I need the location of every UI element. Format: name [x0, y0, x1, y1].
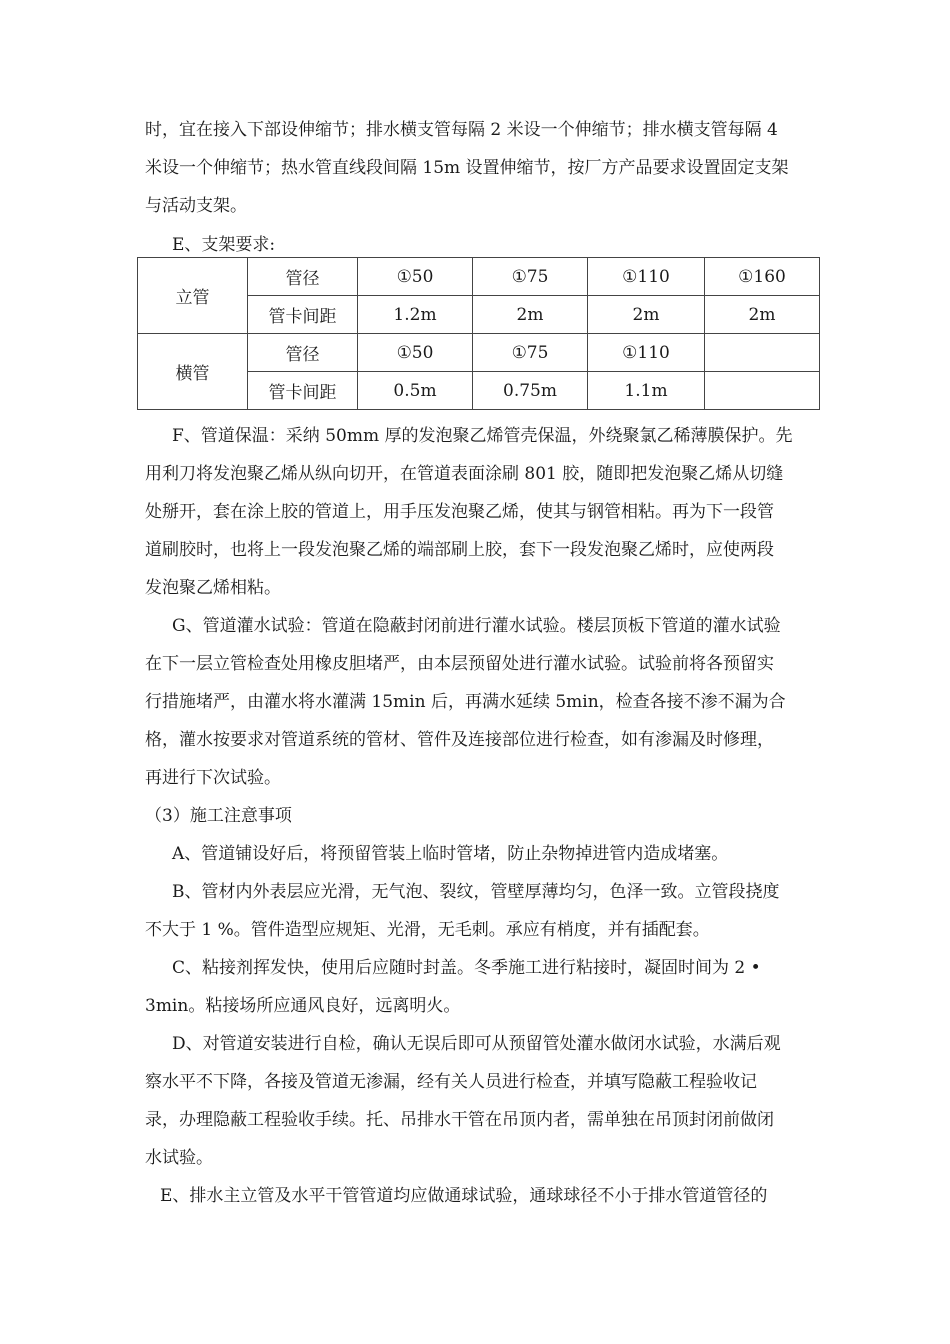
table-cell: 2m [705, 296, 820, 334]
support-spec-table [137, 257, 820, 410]
table-cell: ①160 [705, 258, 820, 296]
table-cell: 管径 [248, 334, 358, 372]
text-line: D、对管道安装进行自检，确认无误后即可从预留管处灌水做闭水试验，水满后观 [172, 1034, 781, 1054]
table-cell: 2m [473, 296, 588, 334]
table-cell: ①75 [473, 334, 588, 372]
text-line: 时，宜在接入下部设伸缩节；排水横支管每隔 2 米设一个伸缩节；排水横支管每隔 4 [145, 120, 778, 140]
table-cell [705, 372, 820, 410]
text-line: 再进行下次试验。 [145, 768, 281, 788]
text-line: 道刷胶时，也将上一段发泡聚乙烯的端部刷上胶，套下一段发泡聚乙烯时，应使两段 [145, 540, 774, 560]
text-line: 录，办理隐蔽工程验收手续。托、吊排水干管在吊顶内者，需单独在吊顶封闭前做闭 [145, 1110, 774, 1130]
text-line: 处掰开，套在涂上胶的管道上，用手压发泡聚乙烯，使其与钢管相粘。再为下一段管 [145, 502, 774, 522]
text-line: A、管道铺设好后，将预留管装上临时管堵，防止杂物掉进管内造成堵塞。 [172, 844, 729, 864]
text-line: 格，灌水按要求对管道系统的管材、管件及连接部位进行检查，如有渗漏及时修理， [145, 730, 774, 750]
table-cell: 0.75m [473, 372, 588, 410]
table-cell: ①110 [588, 334, 705, 372]
table-cell: 1.2m [358, 296, 473, 334]
text-line: E、排水主立管及水平干管管道均应做通球试验，通球球径不小于排水管道管径的 [160, 1186, 768, 1206]
text-line: 米设一个伸缩节；热水管直线段间隔 15m 设置伸缩节，按厂方产品要求设置固定支架 [145, 158, 789, 178]
text-line: 水试验。 [145, 1148, 213, 1168]
text-line: C、粘接剂挥发快，使用后应随时封盖。冬季施工进行粘接时，凝固时间为 2 • [172, 958, 761, 978]
text-line: 不大于 1 %。管件造型应规矩、光滑，无毛刺。承应有梢度，并有插配套。 [145, 920, 710, 940]
text-line: B、管材内外表层应光滑，无气泡、裂纹，管壁厚薄均匀，色泽一致。立管段挠度 [172, 882, 780, 902]
table-cell: 0.5m [358, 372, 473, 410]
table-cell: ①50 [358, 334, 473, 372]
riser-label: 立管 [138, 258, 248, 334]
text-line: 与活动支架。 [145, 196, 247, 216]
text-line: G、管道灌水试验：管道在隐蔽封闭前进行灌水试验。楼层顶板下管道的灌水试验 [172, 616, 781, 636]
table-cell: 1.1m [588, 372, 705, 410]
table-cell: ①110 [588, 258, 705, 296]
table-cell: ①50 [358, 258, 473, 296]
text-line: F、管道保温：采纳 50mm 厚的发泡聚乙烯管壳保温，外绕聚氯乙稀薄膜保护。先 [172, 426, 793, 446]
text-line: 行措施堵严，由灌水将水灌满 15min 后，再满水延续 5min，检查各接不渗不漏为合 [145, 692, 786, 712]
text-line: 用利刀将发泡聚乙烯从纵向切开，在管道表面涂刷 801 胶，随即把发泡聚乙烯从切缝 [145, 464, 784, 484]
table-row [138, 258, 820, 296]
text-line: 3min。粘接场所应通风良好，远离明火。 [145, 996, 461, 1016]
table-cell: 管径 [248, 258, 358, 296]
text-line: 发泡聚乙烯相粘。 [145, 578, 281, 598]
text-line: 察水平不下降，各接及管道无渗漏，经有关人员进行检查，并填写隐蔽工程验收记 [145, 1072, 757, 1092]
text-line: 在下一层立管检查处用橡皮胆堵严，由本层预留处进行灌水试验。试验前将各预留实 [145, 654, 774, 674]
table-cell: ①75 [473, 258, 588, 296]
table-cell: 管卡间距 [248, 296, 358, 334]
table-row [138, 334, 820, 372]
section-3-heading: （3）施工注意事项 [145, 806, 292, 826]
table-cell: 管卡间距 [248, 372, 358, 410]
section-e-heading: E、支架要求: [172, 235, 276, 255]
table-cell [705, 334, 820, 372]
table-cell: 2m [588, 296, 705, 334]
horizontal-label: 横管 [138, 334, 248, 410]
